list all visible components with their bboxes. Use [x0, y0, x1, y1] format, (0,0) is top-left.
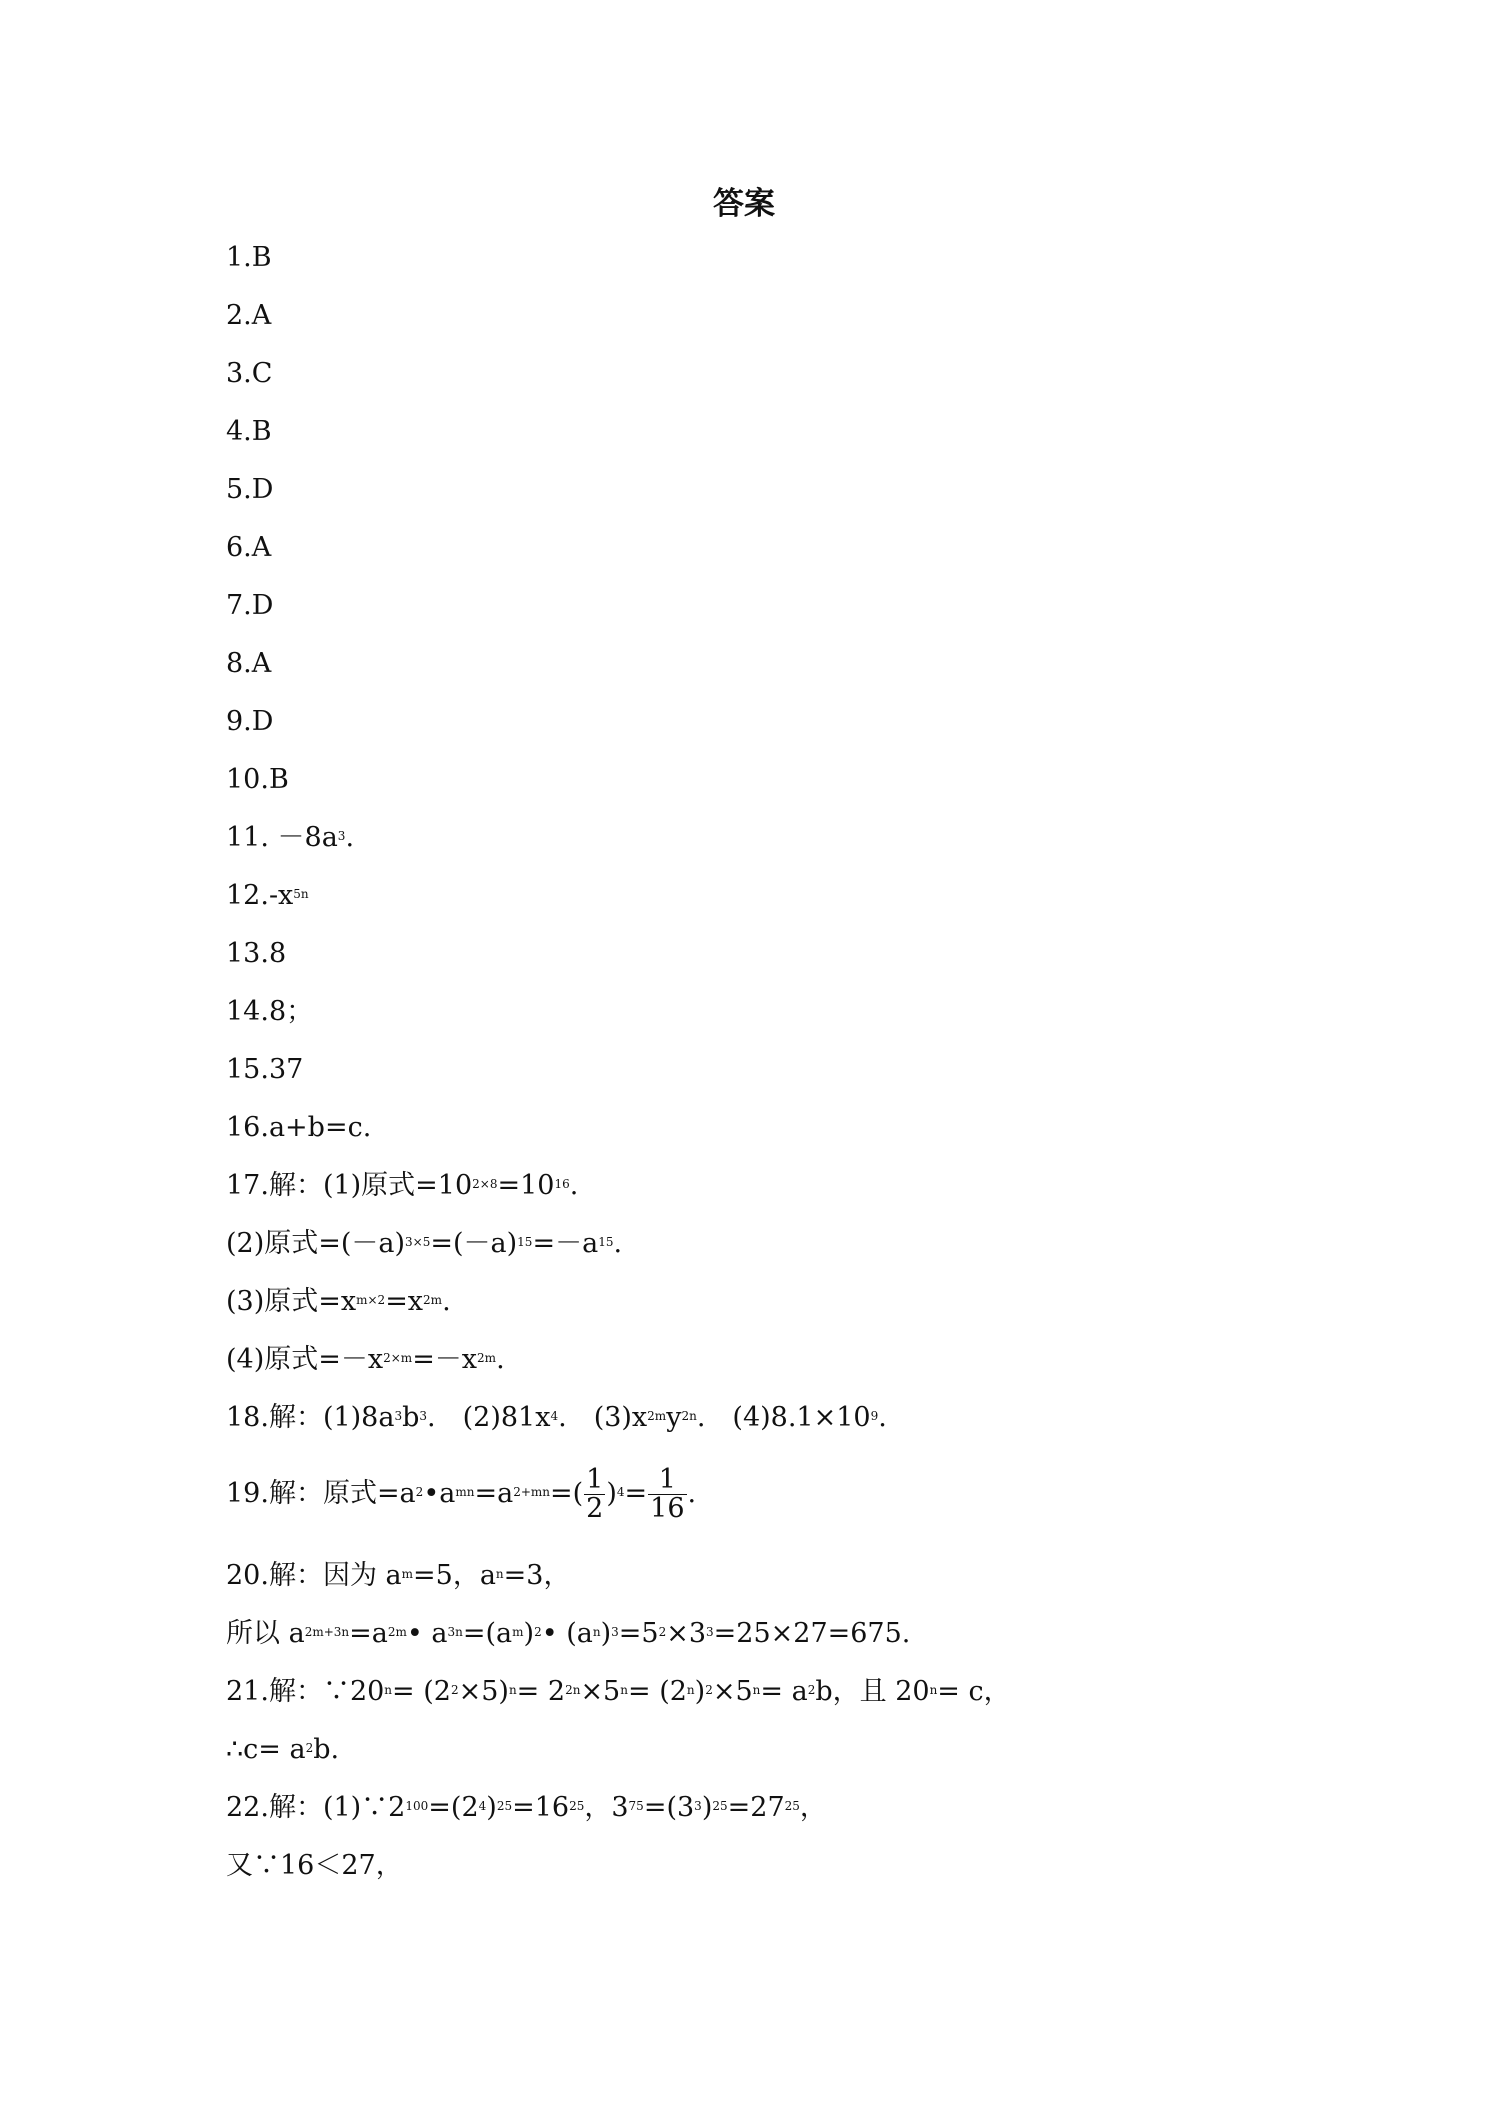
answer-6: 6.A [226, 532, 272, 563]
answer-22-1: 22.解：$(1)\because 2^{100}=(2^4)^{25}=16^{25}$，$3^{75}=(3^3)^{25}=27^{25}$， [226, 1792, 827, 1823]
answer-14: 14.8； [226, 996, 314, 1027]
answer-1: 1.B [226, 242, 272, 273]
answer-12: $12.-x^{5n}$ [226, 880, 309, 911]
answer-18: 18.解：$(1)8a^3b^3$. $(2)81x^4$. $(3)x^{2m}y^{2n}$. $(4)8.1\times 10^9$. [226, 1402, 887, 1433]
answer-8: 8.A [226, 648, 272, 679]
page-title: 答案 [713, 186, 775, 222]
answer-13: 13.8 [226, 938, 287, 969]
answer-11: 11. $-8a^3$. [226, 822, 355, 853]
answer-19: 19.解：原式$=a^2•a^{mn}=a^{2+mn}=$( $\frac{1}{2}$ )$^4$= $\frac{1}{16}$ . [226, 1464, 697, 1524]
answer-17-2: (2)原式$=(-a)^{3\times 5}=(-a)^{15}=-a^{15}$. [226, 1228, 623, 1259]
answer-5: 5.D [226, 474, 274, 505]
answer-2: 2.A [226, 300, 272, 331]
answer-10: 10.B [226, 764, 289, 795]
answer-15: 15.37 [226, 1054, 304, 1085]
answer-7: 7.D [226, 590, 274, 621]
fraction-one-sixteenth: $\frac{1}{16}$ [650, 1464, 685, 1524]
answer-20-1: 20.解：因为 $a^m=5$，$a^n=3$， [226, 1560, 571, 1591]
answer-9: 9.D [226, 706, 274, 737]
answer-4: 4.B [226, 416, 272, 447]
answer-16: 16.a+b=c. [226, 1112, 372, 1143]
answer-20-2: 所以 $a^{2m+3n}=a^{2m}•$ $a^{3n}=(a^m)^2•$ $(a^n)^3=5^2\times 3^3=25\times 27=675$. [226, 1618, 911, 1649]
answer-17-3: (3)原式$=x^{m\times 2}=x^{2m}$. [226, 1286, 451, 1317]
fraction-one-half: $\frac{1}{2}$ [586, 1464, 604, 1524]
answer-21-2: ∴c= $a^2b$. [226, 1734, 340, 1765]
answer-3: 3.C [226, 358, 273, 389]
answer-21-1: 21.解：$\because 20^n= (2^2\times 5)^n= 2^{2n}\times 5^n= (2^n)^2\times 5^n= a^2b$，且 $20^n= c$， [226, 1676, 1011, 1707]
answer-22-2: 又∵16＜27， [226, 1850, 403, 1881]
answer-17-4: (4)原式$=-x^{2\times m}=-x^{2m}$. [226, 1344, 505, 1375]
answer-17-1: 17.解：(1)原式$=10^{2\times 8}=10^{16}$. [226, 1170, 579, 1201]
